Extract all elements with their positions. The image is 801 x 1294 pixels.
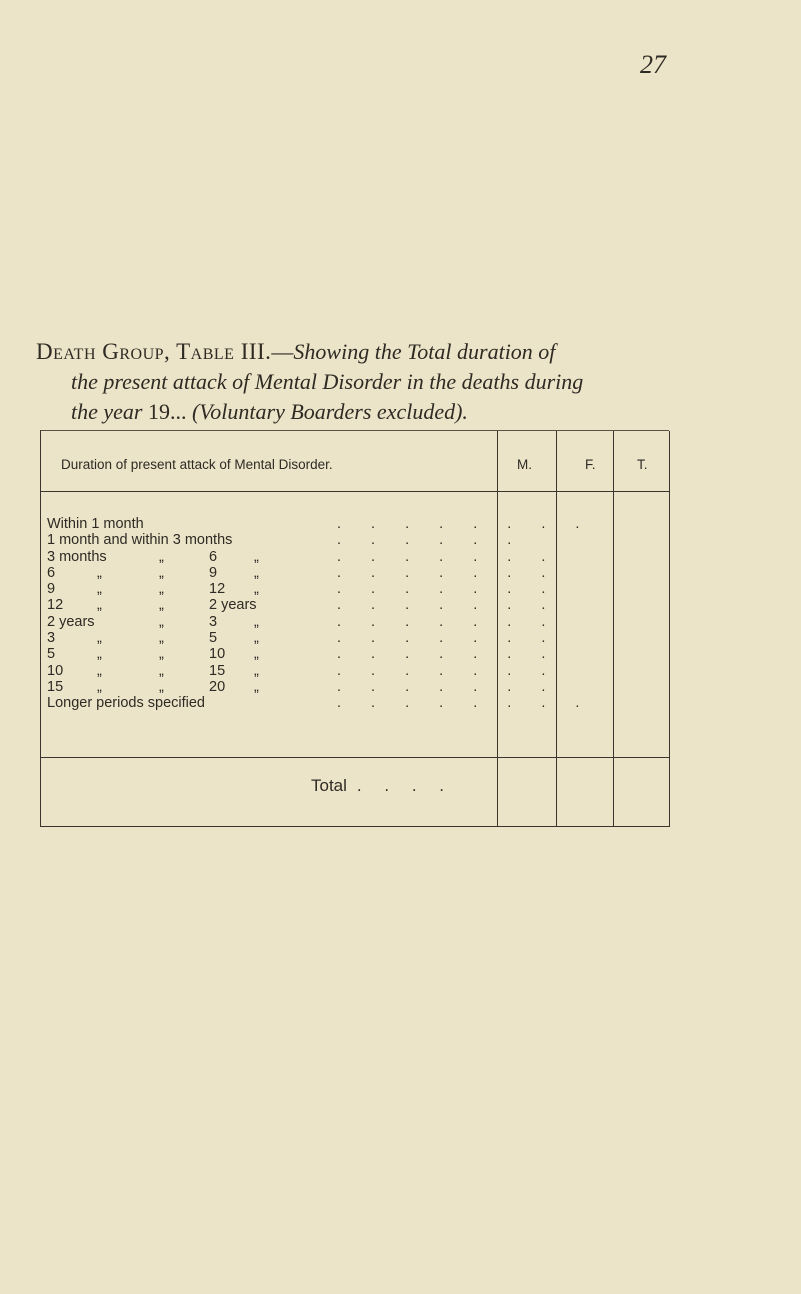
total-label: Total <box>311 776 347 795</box>
caption-dash: — <box>271 339 294 364</box>
table-row: 6 „ „ 9 „ . . . . . . . <box>47 564 559 581</box>
caption-year: 19... <box>142 399 192 424</box>
table-row: 3 „ „ 5 „ . . . . . . . <box>47 630 559 647</box>
table-row: Longer periods specified . . . . . . . . <box>47 695 593 712</box>
caption-line1: Showing the Total duration of <box>293 339 556 364</box>
page-number: 27 <box>640 50 666 79</box>
table-row: 3 months „ 6 „ . . . . . . . <box>47 548 559 565</box>
duration-rows <box>47 516 593 712</box>
table-row: 15 „ „ 20 „ . . . . . . . <box>47 678 559 695</box>
header-m: M. <box>517 457 532 472</box>
header-t: T. <box>637 457 648 472</box>
total-divider <box>41 757 669 758</box>
caption-line3a: the year <box>71 399 143 424</box>
caption-line2: the present attack of Mental Disorder in the deaths during <box>71 369 584 394</box>
caption-lead: Death Group, Table III. <box>36 339 272 364</box>
table-row: 10 „ „ 15 „ . . . . . . . <box>47 662 559 679</box>
table-caption <box>36 337 776 427</box>
table-row: 1 month and within 3 months . . . . . . <box>47 532 525 549</box>
table-row: 2 years „ 3 „ . . . . . . . <box>47 613 559 630</box>
total-row <box>311 776 453 796</box>
header-duration: Duration of present attack of Mental Disorder. <box>61 457 333 472</box>
duration-table <box>40 430 669 827</box>
header-divider <box>41 491 669 492</box>
table-row: 9 „ „ 12 „ . . . . . . . <box>47 581 559 598</box>
table-right-edge <box>669 431 670 827</box>
table-bottom-edge <box>41 826 669 827</box>
header-f: F. <box>585 457 596 472</box>
total-dots: . . . . <box>356 776 453 795</box>
table-row: 12 „ „ 2 years . . . . . . . <box>47 597 559 614</box>
table-row: 5 „ „ 10 „ . . . . . . . <box>47 646 559 663</box>
caption-line3b: (Voluntary Boarders excluded). <box>191 399 468 424</box>
table-row: Within 1 month . . . . . . . . <box>47 516 593 532</box>
